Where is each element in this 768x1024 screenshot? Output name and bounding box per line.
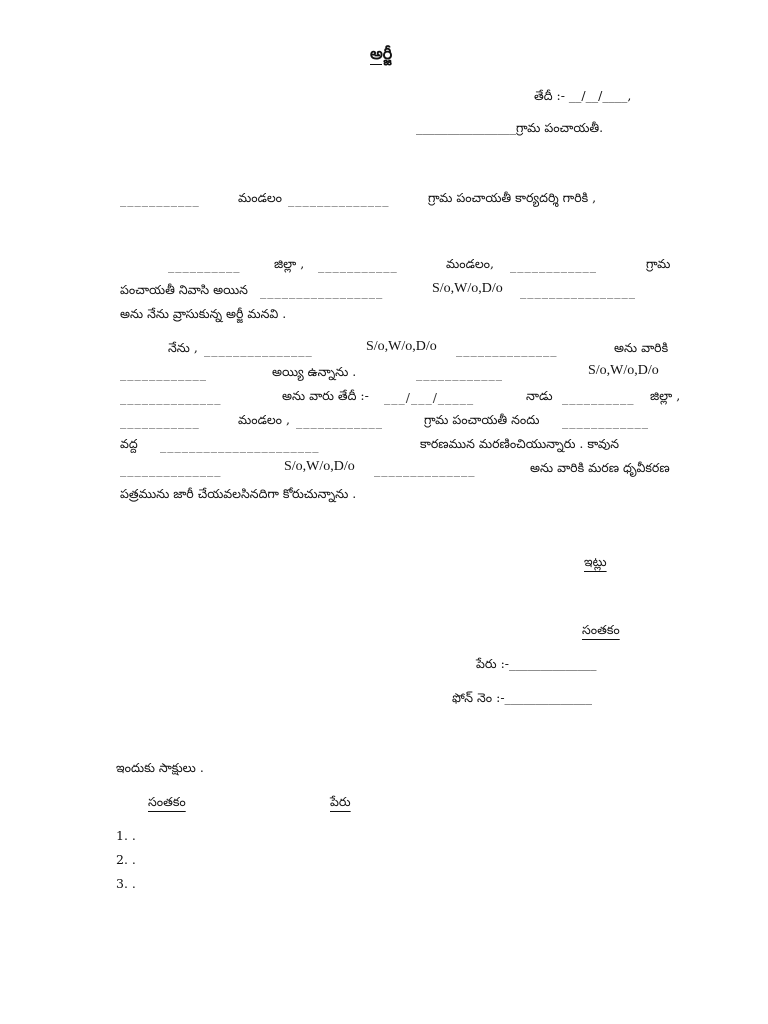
blank: ______________ [120, 390, 222, 405]
mandal-label: మండలం, [446, 256, 494, 271]
blank: ______________ [456, 342, 558, 357]
blank: ___________ [318, 258, 398, 273]
text: అయ్యి ఉన్నాను . [272, 364, 357, 379]
mandal-label: మండలం , [238, 412, 290, 427]
relation-label: S/o,W/o,D/o [432, 281, 503, 296]
blank: _________________ [260, 284, 384, 299]
blank: __________ [562, 390, 635, 405]
secretary-label: గ్రామ పంచాయతీ కార్యదర్శి గారికి , [428, 190, 597, 205]
list-item: 3. . [116, 876, 136, 891]
list-item: 2. . [116, 852, 136, 867]
blank: ___________ [120, 414, 200, 429]
gram-panchayat-line: ________________గ్రామ పంచాయతీ. [416, 120, 604, 135]
text: కారణమున మరణించియున్నారు . కావున [420, 436, 620, 451]
blank: ____________ [510, 258, 597, 273]
resident-label: పంచాయతీ నివాసి అయిన [120, 282, 248, 297]
blank: ______________ [120, 462, 222, 477]
blank: _______________ [204, 342, 313, 357]
district-label: జిల్లా , [650, 388, 681, 403]
list-item: 1. . [116, 828, 136, 843]
witness-name-header: పేరు [330, 794, 351, 809]
text: అను వారికి మరణ ధృవీకరణ [530, 460, 670, 475]
witnesses-heading: ఇందుకు సాక్షులు . [116, 760, 204, 775]
blank: ______________ [288, 192, 390, 207]
signature-label: సంతకం [582, 622, 620, 637]
date-blank: ___/___/_____ [384, 390, 475, 405]
text: నేను , [168, 340, 198, 355]
date-line: తేదీ :- __/__/____, [534, 88, 632, 103]
blank: ____________ [416, 366, 503, 381]
witness-signature-header: సంతకం [148, 794, 186, 809]
text: వద్ద [120, 436, 138, 451]
closing-label: ఇట్లు [584, 554, 607, 569]
blank: ____________ [120, 366, 207, 381]
relation-label: S/o,W/o,D/o [588, 363, 659, 378]
mandal-label: మండలం [238, 190, 283, 205]
relation-label: S/o,W/o,D/o [366, 339, 437, 354]
text: పత్రమును జారీ చేయవలసినదిగా కోరుచున్నాను . [120, 486, 357, 501]
blank: ___________ [120, 192, 200, 207]
text: అను వారికి [614, 340, 669, 355]
blank: ______________________ [160, 438, 320, 453]
text: నాడు [526, 388, 553, 403]
blank: __________ [168, 258, 241, 273]
grama-label: గ్రామ [646, 256, 671, 271]
blank: ______________ [374, 462, 476, 477]
date-label: అను వారు తేదీ :- [282, 388, 369, 403]
text: గ్రామ పంచాయతీ నందు [424, 412, 540, 427]
page-title: అర్జీ [370, 44, 393, 63]
blank: ____________ [296, 414, 383, 429]
relation-label: S/o,W/o,D/o [284, 459, 355, 474]
letter-intro: అను నేను వ్రాసుకున్న అర్జీ మనవి . [120, 306, 287, 321]
phone-line: ఫోన్ నెం :-______________ [452, 690, 593, 705]
district-label: జిల్లా , [274, 256, 305, 271]
blank: ____________ [562, 414, 649, 429]
blank: ________________ [520, 284, 636, 299]
name-line: పేరు :-______________ [476, 656, 597, 671]
